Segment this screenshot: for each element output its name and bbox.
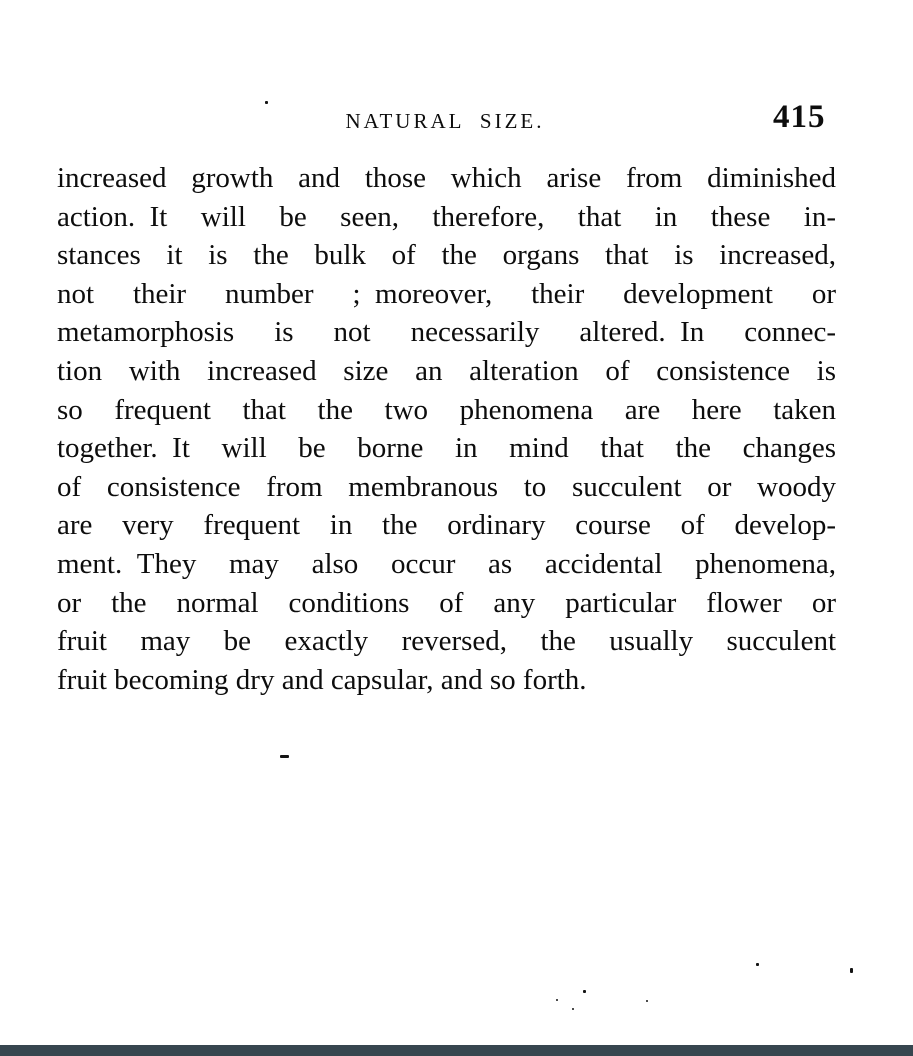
- text-line-14: fruit becoming dry and capsular, and so forth.: [57, 663, 587, 696]
- text-line-6: tion with increased size an alteration of consistence is: [57, 354, 836, 387]
- text-line-10: are very frequent in the ordinary course of develop-: [57, 509, 836, 542]
- text-line-1: increased growth and those which arise from diminished: [57, 162, 836, 194]
- text-line-4: not their number ; moreover, their development or: [57, 277, 836, 310]
- text-line-12: or the normal conditions of any particular flower or: [57, 586, 836, 619]
- text-line-2: action. It will be seen, therefore, that in these in-: [57, 200, 836, 233]
- text-line-5: metamorphosis is not necessarily altered. In connec-: [57, 316, 836, 349]
- text-line-8: together. It will be borne in mind that the changes: [57, 432, 836, 465]
- text-line-7: so frequent that the two phenomena are here taken: [57, 393, 836, 426]
- text-line-3: stances it is the bulk of the organs that is increased,: [57, 239, 836, 272]
- running-title: NATURAL SIZE.: [345, 109, 545, 133]
- scan-speck: [556, 999, 558, 1001]
- text-line-13: fruit may be exactly reversed, the usually succulent: [57, 625, 836, 658]
- body-paragraph: [57, 159, 836, 699]
- scan-speck: [850, 968, 853, 973]
- page-number: 415: [773, 99, 826, 135]
- scan-edge-bar: [0, 1045, 913, 1056]
- scan-speck: [280, 755, 289, 758]
- scan-speck: [265, 101, 268, 104]
- text-line-11: ment. They may also occur as accidental phenomena,: [57, 547, 836, 580]
- scan-speck: [572, 1008, 574, 1010]
- scan-speck: [756, 963, 759, 966]
- scan-speck: [583, 990, 586, 993]
- text-line-9: of consistence from membranous to succulent or woody: [57, 470, 836, 503]
- scan-speck: [646, 1000, 648, 1002]
